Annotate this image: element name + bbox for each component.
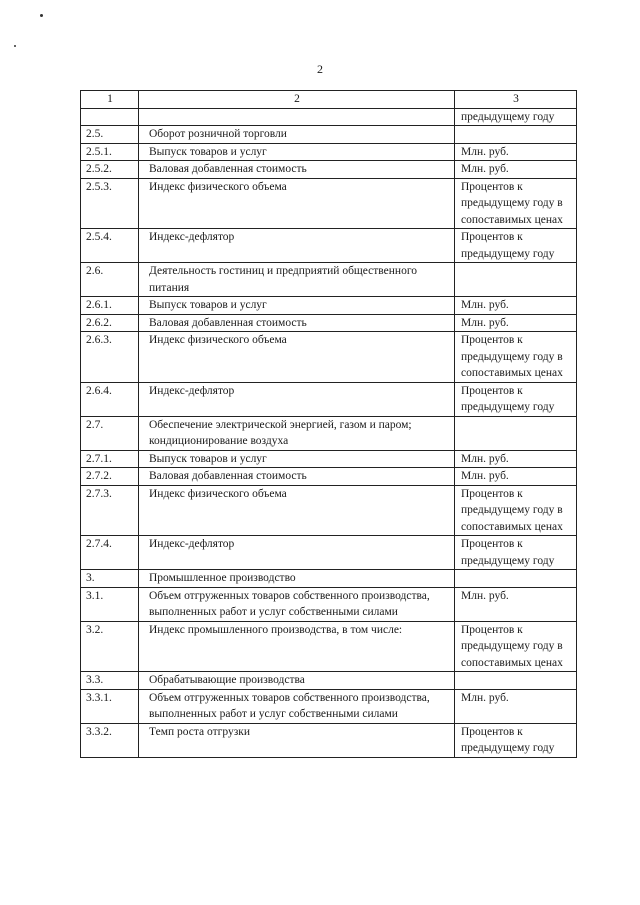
row-unit: Млн. руб. [455, 468, 577, 486]
row-indicator: Объем отгруженных товаров собственного производства, выполненных работ и услуг собственными силами [139, 689, 455, 723]
row-unit: Млн. руб. [455, 297, 577, 315]
row-unit: Процентов к предыдущему году в сопоставимых ценах [455, 485, 577, 536]
row-unit: Процентов к предыдущему году [455, 536, 577, 570]
row-indicator: Валовая добавленная стоимость [139, 468, 455, 486]
row-unit: Процентов к предыдущему году в сопоставимых ценах [455, 178, 577, 229]
table-row [81, 450, 577, 468]
table-row [81, 143, 577, 161]
row-unit [455, 672, 577, 690]
row-indicator: Индекс физического объема [139, 332, 455, 383]
row-code: 3. [81, 570, 139, 588]
row-unit [455, 570, 577, 588]
table-row [81, 108, 577, 126]
table-row [81, 126, 577, 144]
header-row [81, 91, 577, 109]
table-row [81, 723, 577, 757]
table-row [81, 672, 577, 690]
row-indicator: Валовая добавленная стоимость [139, 314, 455, 332]
row-indicator: Промышленное производство [139, 570, 455, 588]
row-code: 2.5.3. [81, 178, 139, 229]
row-indicator: Индекс физического объема [139, 178, 455, 229]
row-indicator: Обеспечение электрической энергией, газом и паром; кондиционирование воздуха [139, 416, 455, 450]
row-unit: Млн. руб. [455, 689, 577, 723]
row-code: 2.5. [81, 126, 139, 144]
row-unit: предыдущему году [455, 108, 577, 126]
row-indicator: Индекс-дефлятор [139, 229, 455, 263]
row-unit: Процентов к предыдущему году в сопоставимых ценах [455, 621, 577, 672]
row-indicator: Выпуск товаров и услуг [139, 143, 455, 161]
row-code: 3.3.1. [81, 689, 139, 723]
row-indicator: Выпуск товаров и услуг [139, 297, 455, 315]
table-row [81, 468, 577, 486]
row-indicator [139, 108, 455, 126]
table-row [81, 536, 577, 570]
row-indicator: Индекс физического объема [139, 485, 455, 536]
column-header: 3 [455, 91, 577, 109]
row-indicator: Оборот розничной торговли [139, 126, 455, 144]
row-code [81, 108, 139, 126]
row-unit: Процентов к предыдущему году [455, 229, 577, 263]
row-indicator: Индекс промышленного производства, в том числе: [139, 621, 455, 672]
row-code: 2.7. [81, 416, 139, 450]
row-unit: Процентов к предыдущему году в сопоставимых ценах [455, 332, 577, 383]
row-indicator: Индекс-дефлятор [139, 382, 455, 416]
row-code: 2.6.4. [81, 382, 139, 416]
table-row [81, 229, 577, 263]
table-row [81, 587, 577, 621]
indicators-table [80, 90, 577, 758]
table-row [81, 689, 577, 723]
row-unit: Млн. руб. [455, 587, 577, 621]
row-indicator: Индекс-дефлятор [139, 536, 455, 570]
row-unit [455, 263, 577, 297]
row-unit: Процентов к предыдущему году [455, 382, 577, 416]
table-row [81, 485, 577, 536]
scan-speck [14, 45, 16, 47]
row-indicator: Выпуск товаров и услуг [139, 450, 455, 468]
table-row [81, 314, 577, 332]
table-row [81, 332, 577, 383]
table-row [81, 178, 577, 229]
page-number: 2 [317, 62, 323, 76]
table-row [81, 161, 577, 179]
row-code: 2.7.1. [81, 450, 139, 468]
row-code: 2.5.1. [81, 143, 139, 161]
row-unit: Млн. руб. [455, 314, 577, 332]
row-code: 2.5.4. [81, 229, 139, 263]
row-indicator: Деятельность гостиниц и предприятий общественного питания [139, 263, 455, 297]
table-row [81, 263, 577, 297]
table-row [81, 570, 577, 588]
row-indicator: Валовая добавленная стоимость [139, 161, 455, 179]
row-code: 2.5.2. [81, 161, 139, 179]
row-unit: Млн. руб. [455, 161, 577, 179]
row-code: 2.7.4. [81, 536, 139, 570]
column-header: 1 [81, 91, 139, 109]
row-code: 2.7.3. [81, 485, 139, 536]
row-unit: Процентов к предыдущему году [455, 723, 577, 757]
table-row [81, 416, 577, 450]
row-unit: Млн. руб. [455, 143, 577, 161]
table-row [81, 621, 577, 672]
row-code: 3.3.2. [81, 723, 139, 757]
row-code: 2.6.2. [81, 314, 139, 332]
scan-speck [40, 14, 43, 17]
row-unit: Млн. руб. [455, 450, 577, 468]
row-indicator: Темп роста отгрузки [139, 723, 455, 757]
row-unit [455, 126, 577, 144]
row-unit [455, 416, 577, 450]
row-code: 3.2. [81, 621, 139, 672]
row-code: 3.3. [81, 672, 139, 690]
table-row [81, 382, 577, 416]
row-indicator: Обрабатывающие производства [139, 672, 455, 690]
row-code: 2.6. [81, 263, 139, 297]
table-row [81, 297, 577, 315]
row-code: 3.1. [81, 587, 139, 621]
row-code: 2.7.2. [81, 468, 139, 486]
row-code: 2.6.1. [81, 297, 139, 315]
column-header: 2 [139, 91, 455, 109]
row-code: 2.6.3. [81, 332, 139, 383]
row-indicator: Объем отгруженных товаров собственного производства, выполненных работ и услуг собственными силами [139, 587, 455, 621]
